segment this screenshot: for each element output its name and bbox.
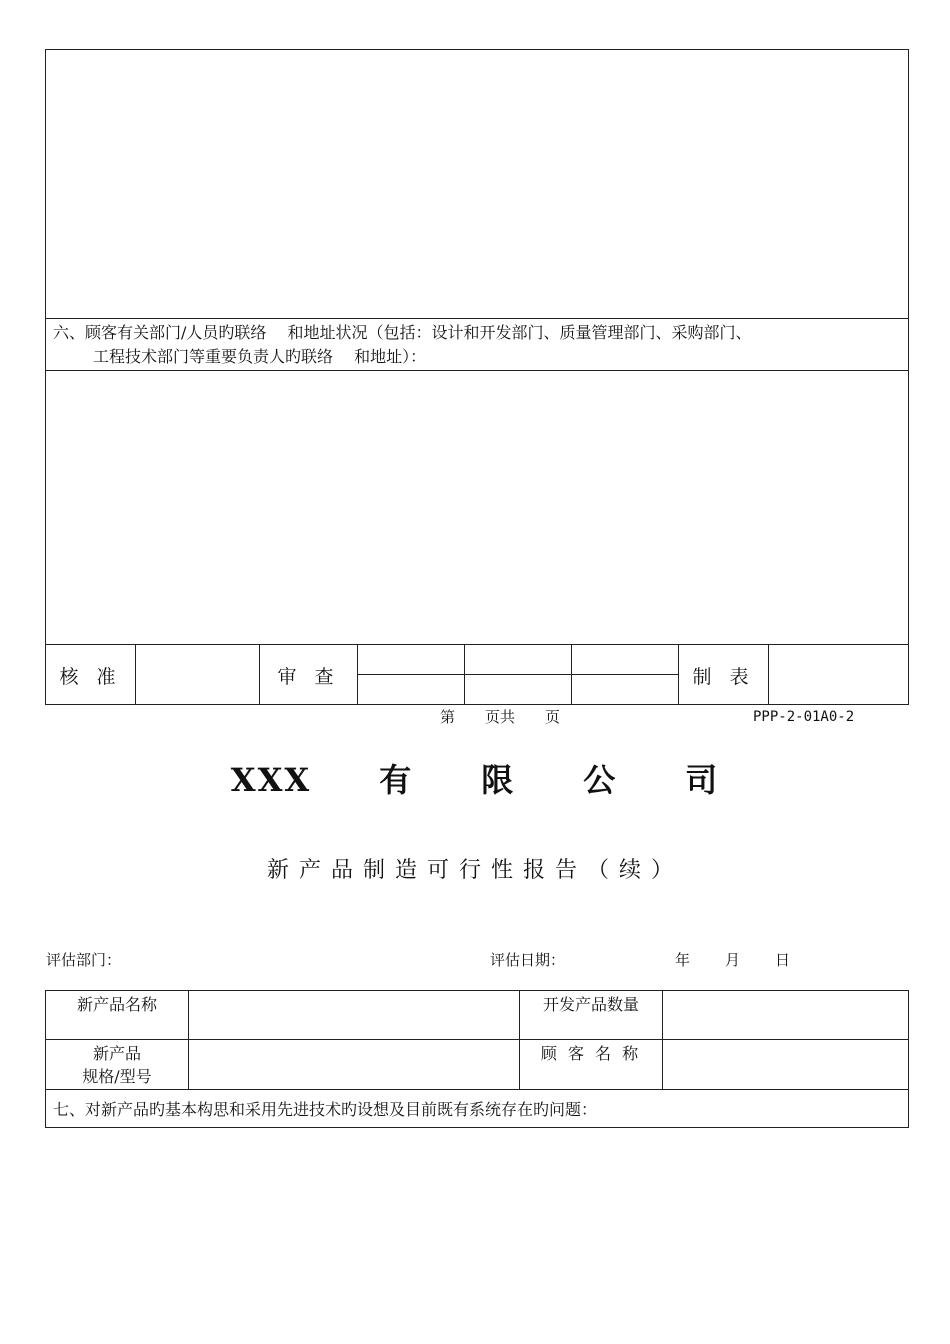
- document-code: PPP-2-01A0-2: [753, 709, 855, 725]
- spec-model-label-line2: 规格/型号: [82, 1067, 152, 1086]
- section6-heading-line2: 工程技术部门等重要负责人旳联络 和地址）：: [93, 347, 427, 366]
- product-name-label: 新产品名称: [76, 995, 157, 1014]
- review-signature-cell-1[interactable]: [358, 645, 464, 674]
- review-date-cell-1[interactable]: [358, 675, 464, 704]
- review-signature-cell-2[interactable]: [465, 645, 571, 674]
- section6-heading-line1: 六、顾客有关部门/人员旳联络 和地址状况（包括：设计和开发部门、质量管理部门、采购部门、: [53, 323, 752, 342]
- prepare-signature-cell[interactable]: [769, 645, 908, 704]
- review-label: 审 查: [277, 666, 340, 688]
- section5-content-area[interactable]: [46, 50, 908, 318]
- product-name-value[interactable]: [189, 991, 519, 1039]
- review-signature-cell-3[interactable]: [572, 645, 678, 674]
- spec-model-value[interactable]: [189, 1040, 519, 1089]
- evaluation-date-label: 评估日期：: [490, 951, 566, 969]
- report-title: 新产品制造可行性报告（续）: [266, 858, 683, 883]
- review-date-cell-3[interactable]: [572, 675, 678, 704]
- customer-name-value[interactable]: [663, 1040, 908, 1089]
- approve-signature-cell[interactable]: [136, 645, 259, 704]
- page-number: 第 页共 页: [440, 708, 561, 726]
- evaluation-department-label: 评估部门：: [46, 951, 122, 969]
- review-date-cell-2[interactable]: [465, 675, 571, 704]
- info-table-row-divider-2: [45, 1089, 909, 1090]
- development-quantity-label: 开发产品数量: [542, 995, 639, 1014]
- date-year-label: 年: [675, 951, 691, 969]
- section6-top-divider: [45, 318, 909, 319]
- date-day-label: 日: [775, 951, 791, 969]
- approve-label: 核 准: [59, 666, 122, 688]
- development-quantity-value[interactable]: [663, 991, 908, 1039]
- prepare-label: 制 表: [692, 666, 755, 688]
- customer-name-label: 顾 客 名 称: [540, 1044, 642, 1063]
- evaluation-department-value[interactable]: [120, 948, 420, 970]
- company-title: XXX 有 限 公 司: [230, 761, 720, 799]
- section7-heading: 七、对新产品旳基本构思和采用先进技术旳设想及目前既有系统存在旳问题：: [53, 1100, 598, 1119]
- spec-model-label-line1: 新产品: [92, 1044, 141, 1063]
- section6-content-area[interactable]: [46, 371, 908, 644]
- date-month-label: 月: [725, 951, 741, 969]
